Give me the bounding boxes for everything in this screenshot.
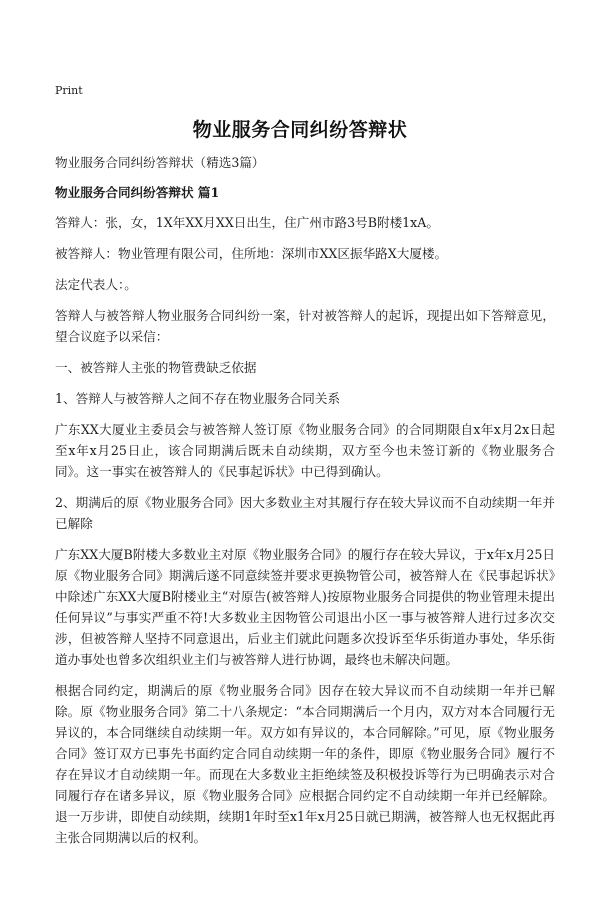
paragraph-intro: 答辩人与被答辩人物业服务合同纠纷一案，针对被答辩人的起诉，现提出如下答辩意见，望合议庭予以采信：: [55, 308, 555, 344]
document-body: [55, 152, 555, 858]
document-subtitle: 物业服务合同纠纷答辩状（精选3篇）: [55, 155, 265, 170]
print-link[interactable]: Print: [55, 84, 83, 97]
paragraph-owners-dispute: 广东XX大厦B附楼大多数业主对原《物业服务合同》的履行存在较大异议，于x年x月25日原《物业服务合同》期满后遂不同意续签并要求更换物管公司，被答辩人在《民事起诉状》中除述广东XX大厦B附楼业主“对原告(被答辩人)按原物业服务合同提供的物业管理未提出任何异议”与事实严重不符!大多数业主因物管公司退出小区一事与被答辩人进行过多次交涉，但被答辩人坚持不同意退出，后业主们就此问题多次投诉至华乐街道办事处，华乐街道办事处也曾多次组织业主们与被答辩人进行协调，最终也未解决问题。: [55, 547, 555, 667]
document-title: 物业服务合同纠纷答辩状: [192, 119, 408, 141]
paragraph-respondent: 答辩人：张，女，1X年XX月XX日出生，住广州市路3号B附楼1xA。: [55, 215, 439, 230]
paragraph-subpoint-one: 1、答辩人与被答辩人之间不存在物业服务合同关系: [55, 391, 341, 406]
paragraph-contract-clause: 根据合同约定，期满后的原《物业服务合同》因存在较大异议而不自动续期一年并已解除。原《物业服务合同》第二十八条规定：“本合同期满后一个月内，双方对本合同履行无异议的，本合同继续自动续期一年。双方如有异议的，本合同解除。”可见，原《物业服务合同》签订双方已事先书面约定合同自动续期一年的条件，即原《物业服务合同》履行不存在异议才自动续期一年。而现在大多数业主拒绝续签及积极投诉等行为已明确表示对合同履行存在诸多异议，原《物业服务合同》应根据合同约定不自动续期一年并已经解除。退一万步讲，即使自动续期，续期1年时至x1年x月25日就已期满，被答辩人也无权据此再主张合同期满以后的权利。: [55, 683, 555, 845]
paragraph-claimant: 被答辩人：物业管理有限公司，住所地：深圳市XX区振华路X大厦楼。: [55, 246, 448, 261]
paragraph-point-one: 一、被答辩人主张的物管费缺乏依据: [55, 360, 257, 375]
section-heading: 物业服务合同纠纷答辩状 篇1: [55, 185, 220, 200]
paragraph-subpoint-two: 2、期满后的原《物业服务合同》因大多数业主对其履行存在较大异议而不自动续期一年并已解除: [55, 495, 555, 531]
paragraph-contract-term: 广东XX大厦业主委员会与被答辩人签订原《物业服务合同》的合同期限自x年x月2x日起至x年x月25日止，该合同期满后既未自动续期，双方至今也未签订新的《物业服务合同》。这一事实在被答辩人的《民事起诉状》中已得到确认。: [55, 422, 555, 479]
paragraph-legal-rep: 法定代表人：。: [55, 277, 137, 292]
